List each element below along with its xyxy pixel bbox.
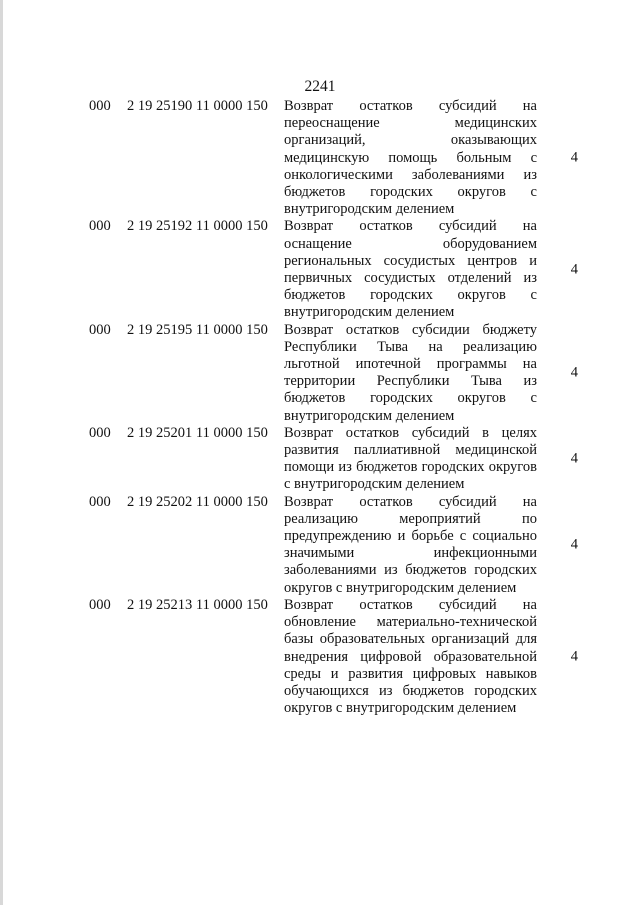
description-line: округов с внутригородским делением xyxy=(284,579,517,596)
admin-code: 000 xyxy=(89,98,111,114)
row-description xyxy=(284,425,537,494)
description-line: онкологическими заболеваниями из xyxy=(284,166,537,183)
table-row xyxy=(0,425,640,494)
description-line: с внутригородским делением xyxy=(284,476,465,493)
row-amount: 4 xyxy=(570,648,578,665)
description-line: внедрения цифровой образовательной xyxy=(284,648,537,665)
description-line: первичных сосудистых отделений из xyxy=(284,270,537,287)
description-line: бюджетов городских округов с xyxy=(284,390,537,407)
row-amount: 4 xyxy=(570,364,578,381)
description-line: значимыми инфекционными xyxy=(284,545,537,562)
table-row xyxy=(0,597,640,717)
description-line: Республики Тыва на реализацию xyxy=(284,338,537,355)
admin-code: 000 xyxy=(89,596,111,613)
budget-classification-code: 2 19 25202 11 0000 150 xyxy=(127,493,268,510)
admin-code: 000 xyxy=(89,321,111,338)
admin-code: 000 xyxy=(89,424,111,441)
description-line: переоснащение медицинских xyxy=(284,115,537,132)
description-line: помощи из бюджетов городских округов xyxy=(284,459,537,476)
page-number: 2241 xyxy=(304,78,336,95)
table-row xyxy=(0,98,640,218)
table-row xyxy=(0,218,640,321)
row-description xyxy=(284,98,537,218)
description-line: внутригородским делением xyxy=(284,201,455,218)
budget-classification-code: 2 19 25195 11 0000 150 xyxy=(127,321,268,338)
row-description xyxy=(284,322,537,425)
description-line: оснащение оборудованием xyxy=(284,235,537,252)
budget-classification-code: 2 19 25190 11 0000 150 xyxy=(127,98,268,114)
row-amount: 4 xyxy=(570,261,578,278)
row-amount: 4 xyxy=(570,450,578,467)
description-line: внутригородским делением xyxy=(284,407,455,424)
budget-classification-code: 2 19 25201 11 0000 150 xyxy=(127,424,268,441)
description-line: бюджетов городских округов с xyxy=(284,184,537,201)
description-line: округов с внутригородским делением xyxy=(284,700,517,717)
admin-code: 000 xyxy=(89,218,111,235)
description-line: бюджетов городских округов с xyxy=(284,287,537,304)
table-row xyxy=(0,322,640,425)
budget-classification-code: 2 19 25213 11 0000 150 xyxy=(127,596,268,613)
row-description xyxy=(284,218,537,321)
description-line: Возврат остатков субсидий на xyxy=(284,98,537,114)
description-line: заболеваниями из бюджетов городских xyxy=(284,562,537,579)
description-line: Возврат остатков субсидий на xyxy=(284,218,537,235)
description-line: Возврат остатков субсидий на xyxy=(284,596,537,613)
description-line: обновление материально-технической xyxy=(284,614,537,631)
description-line: внутригородским делением xyxy=(284,304,455,321)
row-description xyxy=(284,494,537,597)
description-line: территории Республики Тыва из xyxy=(284,373,537,390)
row-amount: 4 xyxy=(570,536,578,553)
description-line: региональных сосудистых центров и xyxy=(284,252,537,269)
description-line: медицинскую помощь больным с xyxy=(284,149,537,166)
budget-code-table xyxy=(0,98,640,717)
description-line: предупреждению и борьбе с социально xyxy=(284,528,537,545)
description-line: Возврат остатков субсидий на xyxy=(284,493,537,510)
table-row xyxy=(0,494,640,597)
description-line: Возврат остатков субсидий в целях xyxy=(284,424,537,441)
description-line: Возврат остатков субсидии бюджету xyxy=(284,321,537,338)
description-line: базы образовательных организаций для xyxy=(284,631,537,648)
description-line: среды и развития цифровых навыков xyxy=(284,665,537,682)
admin-code: 000 xyxy=(89,493,111,510)
description-line: развития паллиативной медицинской xyxy=(284,442,537,459)
row-amount: 4 xyxy=(570,149,578,166)
description-line: обучающихся из бюджетов городских xyxy=(284,682,537,699)
row-description xyxy=(284,597,537,717)
description-line: организаций, оказывающих xyxy=(284,132,537,149)
description-line: реализацию мероприятий по xyxy=(284,510,537,527)
budget-classification-code: 2 19 25192 11 0000 150 xyxy=(127,218,268,235)
description-line: льготной ипотечной программы на xyxy=(284,356,537,373)
